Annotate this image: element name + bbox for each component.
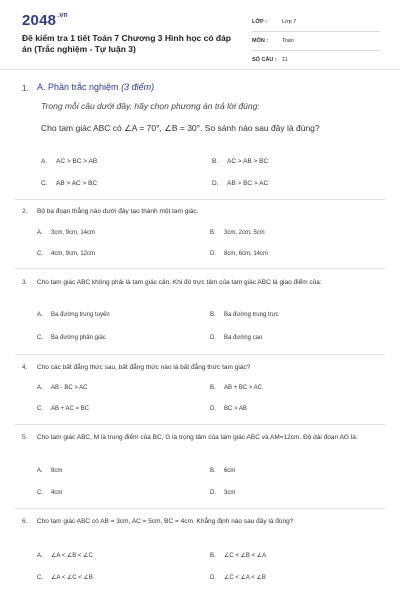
option-key: B. <box>212 158 219 165</box>
option-d[interactable] <box>210 251 268 257</box>
option-key: D. <box>210 575 216 581</box>
document-title: Đề kiểm tra 1 tiết Toán 7 Chương 3 Hình học có đáp án (Trắc nghiệm - Tự luận 3) <box>22 33 231 54</box>
option-text: Ba đường cao <box>224 335 263 341</box>
option-key: C. <box>37 575 43 581</box>
option-text: AB > BC > AC <box>227 180 269 187</box>
option-c[interactable] <box>37 335 106 341</box>
option-key: D. <box>210 406 216 412</box>
option-key: D. <box>210 490 216 496</box>
site-logo[interactable] <box>22 12 68 29</box>
option-b[interactable] <box>212 158 268 165</box>
option-text: 6cm <box>224 468 236 474</box>
option-text: AB > AC > BC <box>56 180 98 187</box>
option-d[interactable] <box>210 335 262 341</box>
question-number: 3. <box>22 279 28 286</box>
meta-value: 11 <box>282 57 288 63</box>
option-d[interactable] <box>210 406 247 412</box>
meta-label: LỚP : <box>252 19 267 25</box>
question-divider <box>15 354 385 355</box>
option-c[interactable] <box>41 180 97 187</box>
meta-label: SỐ CÂU : <box>252 57 277 63</box>
question-text: Bộ ba đoạn thẳng nào dưới đây tạo thành một tam giác. <box>37 208 199 215</box>
option-b[interactable] <box>210 312 279 318</box>
option-key: D. <box>210 335 216 341</box>
option-text: Ba đường trung trực <box>224 312 279 318</box>
option-c[interactable] <box>37 574 93 581</box>
question-text: Cho các bất đẳng thức sau, bất đẳng thức nào là bất đẳng thức tam giác? <box>37 364 251 371</box>
option-a[interactable] <box>37 312 110 318</box>
option-text: 8cm <box>51 468 63 474</box>
option-text: 3cm, 9cm, 14cm <box>51 230 96 236</box>
header-divider <box>0 69 400 70</box>
question-text: Cho tam giác ABC có ∠A = 70°, ∠B = 30°. So sánh nào sau đây là đúng? <box>41 123 320 133</box>
logo-main: 2048 <box>22 12 57 29</box>
option-text: 8cm, 6cm, 14cm <box>224 251 269 257</box>
meta-row-class <box>252 16 380 32</box>
option-text: Ba đường trung tuyến <box>51 312 110 318</box>
option-key: B. <box>210 312 216 318</box>
option-d[interactable] <box>212 180 268 187</box>
option-text: ∠C < ∠B < ∠A <box>224 553 267 559</box>
meta-value: Lớp 7 <box>282 19 297 25</box>
option-a[interactable] <box>37 468 62 474</box>
section-title <box>37 82 154 92</box>
question-number: 1. <box>22 84 29 93</box>
option-key: C. <box>41 180 48 187</box>
option-text: 4cm, 9cm, 12cm <box>51 251 96 257</box>
question-number: 2. <box>22 208 28 215</box>
question-divider <box>15 424 385 425</box>
instruction-text: Trong mỗi câu dưới đây, hãy chọn phương án trả lời đúng: <box>41 101 260 111</box>
option-key: C. <box>37 251 43 257</box>
meta-value: Toán <box>282 38 294 44</box>
option-key: B. <box>210 385 216 391</box>
section-label: A. Phần trắc nghiệm <box>37 82 119 92</box>
option-text: AC > AB > BC <box>227 158 269 165</box>
option-text: Ba đường phân giác <box>51 335 106 341</box>
question-divider <box>15 199 385 200</box>
meta-info <box>252 16 380 73</box>
option-text: 3cm <box>224 490 236 496</box>
document-header <box>0 0 400 70</box>
option-key: D. <box>212 180 219 187</box>
question-number: 6. <box>22 518 28 525</box>
question-text: Cho tam giác ABC có AB = 3cm, AC = 5cm, BC = 4cm. Khẳng định nào sau đây là đúng? <box>37 518 294 525</box>
option-a[interactable] <box>37 552 93 559</box>
logo-tld: .vn <box>57 12 68 19</box>
option-text: ∠A < ∠B < ∠C <box>51 553 93 559</box>
option-a[interactable] <box>41 158 97 165</box>
question-divider <box>15 508 385 509</box>
question-text: Cho tam giác ABC không phải là tam giác cân. Khi đó trực tâm của tam giác ABC là giao điểm của: <box>37 279 322 286</box>
option-c[interactable] <box>37 490 62 496</box>
option-key: A. <box>37 312 43 318</box>
question-divider <box>15 268 385 269</box>
option-key: C. <box>37 335 43 341</box>
option-key: A. <box>41 158 48 165</box>
option-key: A. <box>37 553 43 559</box>
option-text: BC > AB <box>224 406 247 412</box>
option-d[interactable] <box>210 574 266 581</box>
option-key: A. <box>37 230 43 236</box>
meta-label: MÔN : <box>252 38 269 44</box>
option-text: 4cm <box>51 490 63 496</box>
option-key: B. <box>210 468 216 474</box>
option-b[interactable] <box>210 468 235 474</box>
section-points: (3 điểm) <box>121 82 155 92</box>
question-number: 5. <box>22 434 28 441</box>
option-key: C. <box>37 406 43 412</box>
option-c[interactable] <box>37 406 89 412</box>
option-key: B. <box>210 230 216 236</box>
option-key: A. <box>37 468 43 474</box>
meta-row-subject <box>252 35 380 51</box>
option-text: ∠A < ∠C < ∠B <box>51 575 93 581</box>
option-text: 3cm, 2cm, 5cm <box>224 230 265 236</box>
option-text: AB - BC > AC <box>51 385 88 391</box>
option-c[interactable] <box>37 251 95 257</box>
option-b[interactable] <box>210 230 265 236</box>
option-text: AC > BC > AB <box>56 158 98 165</box>
option-key: B. <box>210 553 216 559</box>
option-key: D. <box>210 251 216 257</box>
option-text: AB + BC > AC <box>224 385 263 391</box>
question-text: Cho tam giác ABC, M là trung điểm của BC, G là trọng tâm của tam giác ABC và AM=12cm. Độ dài đoạn AG là: <box>37 434 358 441</box>
option-text: AB + AC = BC <box>51 406 90 412</box>
meta-row-count <box>252 54 380 70</box>
option-text: ∠C < ∠A < ∠B <box>224 575 266 581</box>
option-a[interactable] <box>37 230 95 236</box>
question-number: 4. <box>22 364 28 371</box>
option-key: C. <box>37 490 43 496</box>
option-b[interactable] <box>210 385 262 391</box>
option-d[interactable] <box>210 490 235 496</box>
option-b[interactable] <box>210 552 266 559</box>
option-key: A. <box>37 385 43 391</box>
option-a[interactable] <box>37 385 88 391</box>
